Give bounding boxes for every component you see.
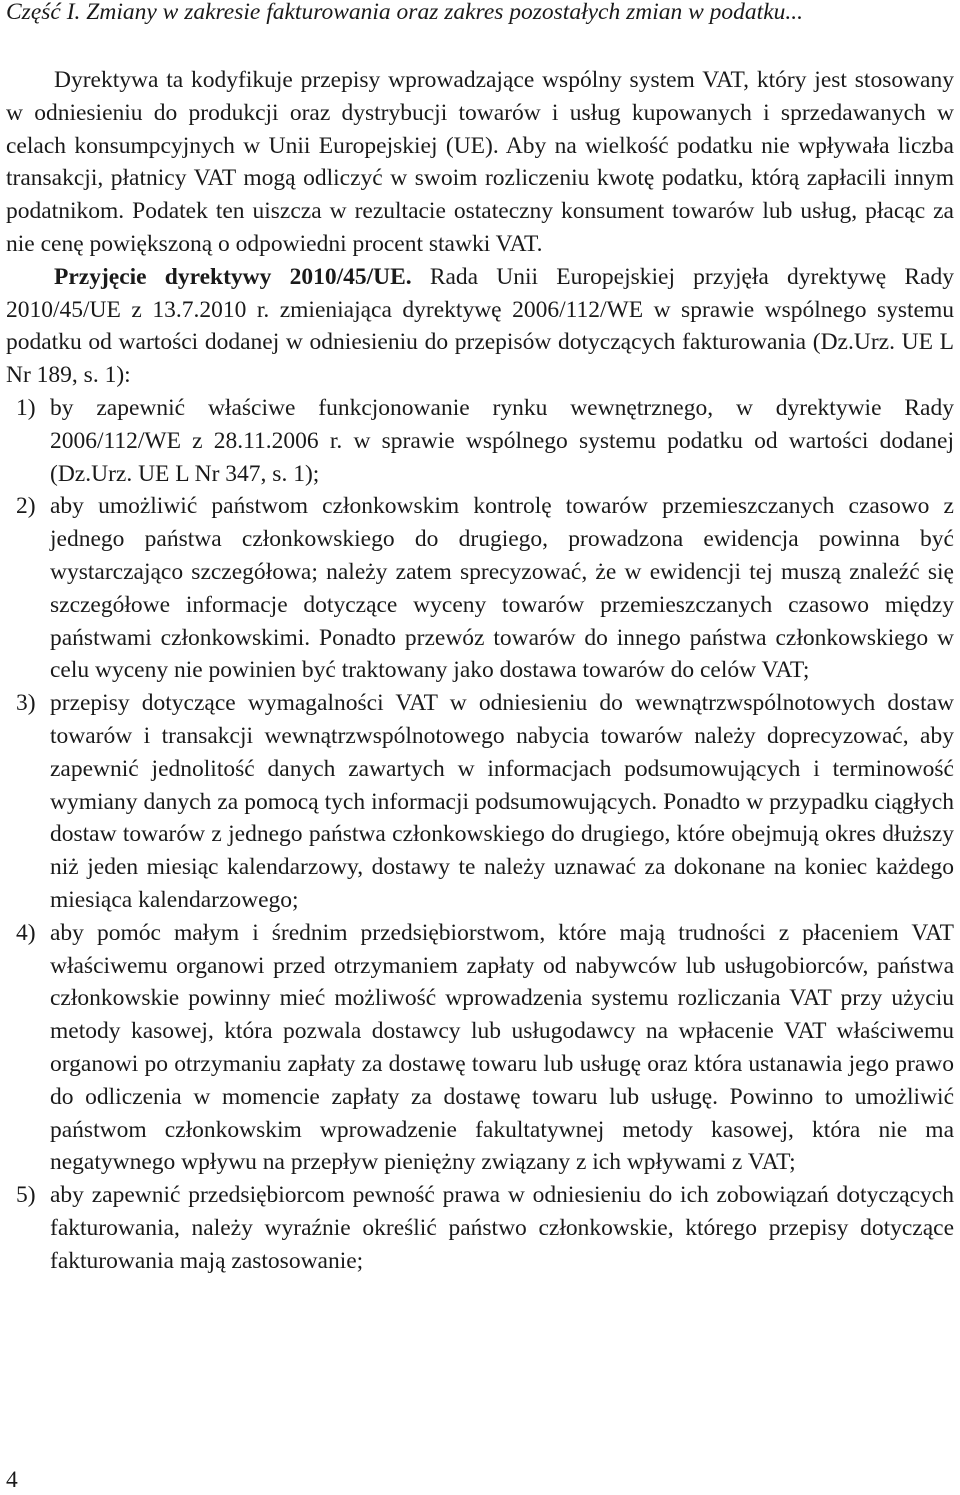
list-item-text: aby pomóc małym i średnim przedsiębiorstwom, które mają trudności z płaceniem VAT właściwemu organowi przed otrzymaniem zapłaty od nabywców lub usługobiorców, państwa członkowskie powinny mieć możliwość wprowadzenia systemu rozliczania VAT przy użyciu metody kasowej, która pozwala dostawcy lub usługodawcy na wpłacenie VAT właściwemu organowi po otrzymaniu zapłaty za dostawę towaru lub usługę oraz która ustanawia jego prawo do odliczenia w momencie zapłaty za dostawę towaru lub usługę. Powinno to umożliwić państwom członkowskim wprowadzenie fakultatywnej metody kasowej, która nie ma negatywnego wpływu na przepływ pieniężny związany z ich wpływami z VAT; xyxy=(50,919,954,1176)
directive-paragraph xyxy=(6,261,954,392)
numbered-list xyxy=(6,392,954,1278)
list-item xyxy=(6,687,954,917)
directive-heading: Przyjęcie dyrektywy 2010/45/UE. xyxy=(54,263,412,290)
page-number: 4 xyxy=(6,1467,18,1493)
list-item xyxy=(6,917,954,1179)
list-item-text: by zapewnić właściwe funkcjonowanie rynku wewnętrznego, w dyrektywie Rady 2006/112/WE z 28.11.2006 r. w sprawie wspólnego systemu podatku od wartości dodanej (Dz.Urz. UE L Nr 347, s. 1); xyxy=(50,394,954,487)
list-item-text: przepisy dotyczące wymagalności VAT w odniesieniu do wewnątrzwspólnotowych dostaw towarów i transakcji wewnątrzwspólnotowego nabycia towarów należy doprecyzować, aby zapewnić jednolitość danych zawartych w informacjach podsumowujących i terminowość wymiany danych za pomocą tych informacji podsumowujących. Ponadto w przypadku ciągłych dostaw towarów z jednego państwa członkowskiego do drugiego, które obejmują okres dłuższy niż jeden miesiąc kalendarzowy, dostawy te należy uznawać za dokonane na koniec każdego miesiąca kalendarzowego; xyxy=(50,690,954,913)
list-item-number: 3) xyxy=(16,690,36,717)
list-item-text: aby umożliwić państwom członkowskim kontrolę towarów przemieszczanych czasowo z jednego państwa członkowskiego do drugiego, prowadzona ewidencja powinna być wystarczająco szczegółowa; należy zatem sprecyzować, że w ewidencji tej muszą znaleźć się szczegółowe informacje dotyczące wyceny towarów przemieszczanych czasowo między państwami członkowskimi. Ponadto przewóz towarów do innego państwa członkowskiego w celu wyceny nie powinien być traktowany jako dostawa towarów do celów VAT; xyxy=(50,493,954,684)
intro-paragraph: Dyrektywa ta kodyfikuje przepisy wprowadzające wspólny system VAT, który jest stosowany w odniesieniu do produkcji oraz dystrybucji towarów i usług kupowanych i sprzedawanych w celach konsumpcyjnych w Unii Europejskiej (UE). Aby na wielkość podatku nie wpływała liczba transakcji, płatnicy VAT mogą odliczyć w swoim rozliczeniu kwotę podatku, którą zapłacili innym podatnikom. Podatek ten uiszcza w rezultacie ostateczny konsument towarów lub usług, płacąc za nie cenę powiększoną o odpowiedni procent stawki VAT. xyxy=(6,67,954,257)
list-item xyxy=(6,1179,954,1277)
list-item-number: 5) xyxy=(16,1182,36,1209)
list-item xyxy=(6,392,954,490)
list-item-number: 2) xyxy=(16,493,36,520)
list-item-number: 4) xyxy=(16,919,36,946)
directive-text: Rada Unii Europejskiej przyjęła dyrektywę Rady 2010/45/UE z 13.7.2010 r. zmieniająca dyrektywę 2006/112/WE w sprawie wspólnego systemu podatku od wartości dodanej w odniesieniu do przepisów dotyczących fakturowania (Dz.Urz. UE L Nr 189, s. 1): xyxy=(6,263,954,389)
list-item-text: aby zapewnić przedsiębiorcom pewność prawa w odniesieniu do ich zobowiązań dotyczących fakturowania, należy wyraźnie określić państwo członkowskie, którego przepisy dotyczące fakturowania mają zastosowanie; xyxy=(50,1182,954,1274)
list-item-number: 1) xyxy=(16,394,36,421)
document-body xyxy=(6,64,954,1277)
running-header: Część I. Zmiany w zakresie fakturowania oraz zakres pozostałych zmian w podatku... xyxy=(6,0,804,25)
list-item xyxy=(6,490,954,687)
